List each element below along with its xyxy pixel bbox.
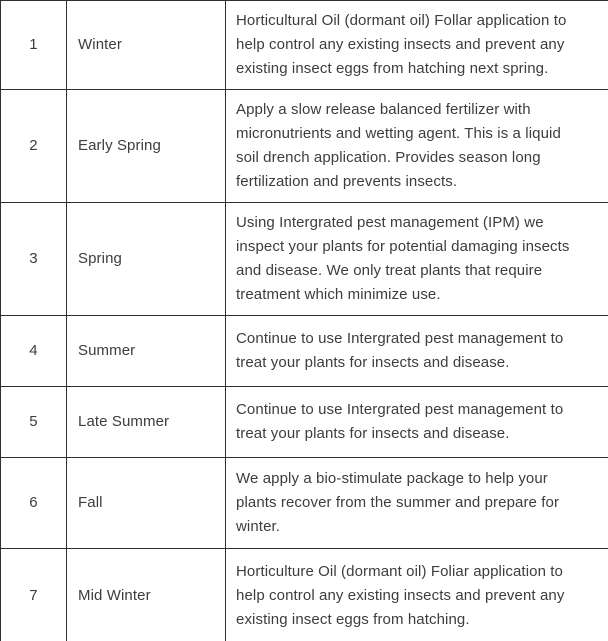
season-label: Late Summer [78,413,170,430]
cell-season [67,316,226,387]
table-row [1,549,608,641]
description-text: Using Intergrated pest management (IPM) we inspect your plants for potential damaging insects and disease. We only treat plants that require treatment which minimize use. [236,214,570,303]
cell-description [226,1,608,90]
cell-step-number [1,1,67,90]
season-label: Summer [78,342,136,359]
description-text: Horticulture Oil (dormant oil) Foliar application to help control any existing insects and prevent any existing insect eggs from hatching. [236,563,565,628]
season-label: Winter [78,36,122,53]
description-text: Apply a slow release balanced fertilizer with micronutrients and wetting agent. This is a liquid soil drench application. Provides season long fertilization and prevents insects. [236,101,561,190]
step-number: 2 [29,137,38,154]
step-number: 6 [29,494,38,511]
cell-step-number [1,549,67,641]
cell-season [67,387,226,458]
cell-season [67,549,226,641]
season-label: Fall [78,494,103,511]
table-row [1,387,608,458]
table-row [1,203,608,316]
cell-season [67,90,226,203]
step-number: 1 [29,36,38,53]
cell-step-number [1,458,67,549]
description-text: We apply a bio-stimulate package to help your plants recover from the summer and prepare for winter. [236,470,560,535]
cell-description [226,387,608,458]
table-row [1,458,608,549]
cell-step-number [1,203,67,316]
cell-step-number [1,316,67,387]
cell-step-number [1,90,67,203]
cell-description [226,203,608,316]
season-label: Mid Winter [78,587,151,604]
cell-description [226,316,608,387]
step-number: 3 [29,250,38,267]
description-text: Continue to use Intergrated pest management to treat your plants for insects and disease. [236,401,564,442]
table-body [1,1,608,641]
season-label: Early Spring [78,137,161,154]
step-number: 5 [29,413,38,430]
cell-description [226,549,608,641]
table-row [1,316,608,387]
season-label: Spring [78,250,122,267]
step-number: 4 [29,342,38,359]
cell-step-number [1,387,67,458]
description-text: Continue to use Intergrated pest management to treat your plants for insects and disease. [236,330,564,371]
step-number: 7 [29,587,38,604]
cell-description [226,458,608,549]
cell-season [67,1,226,90]
cell-season [67,203,226,316]
cell-season [67,458,226,549]
table-row [1,1,608,90]
cell-description [226,90,608,203]
description-text: Horticultural Oil (dormant oil) Follar application to help control any existing insects and prevent any existing insect eggs from hatching next spring. [236,12,567,77]
table-row [1,90,608,203]
